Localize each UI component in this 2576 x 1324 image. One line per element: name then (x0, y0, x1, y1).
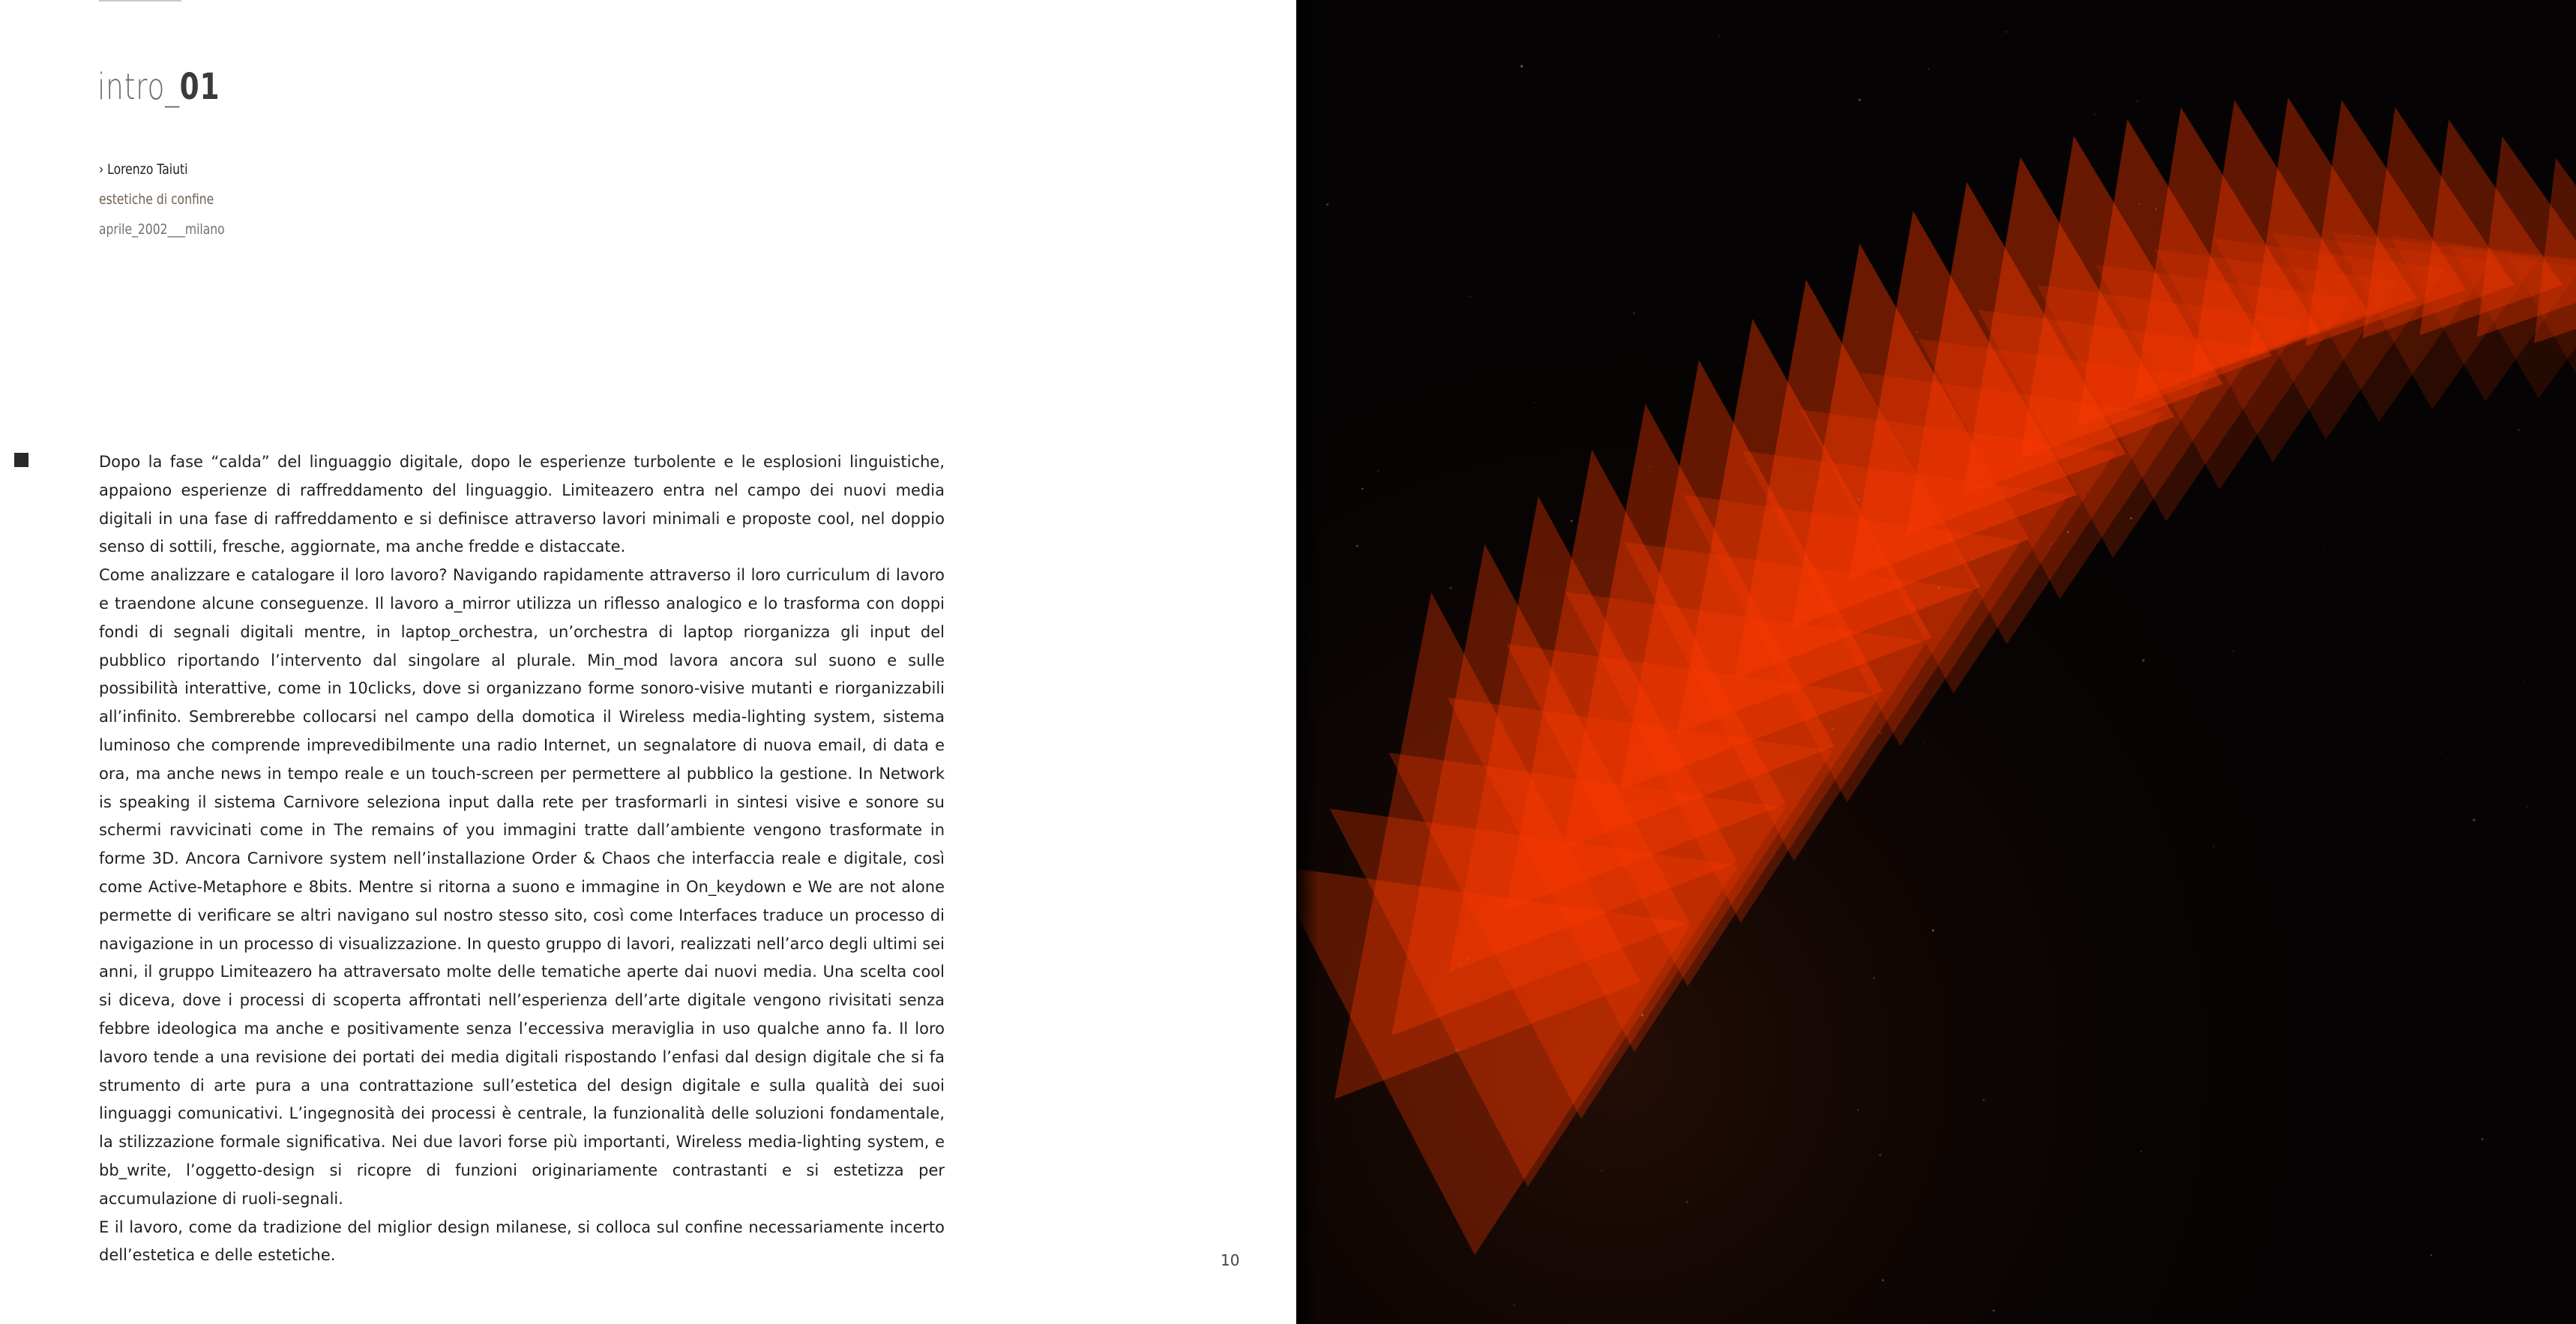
star-dot (2358, 235, 2359, 237)
star-dot (1923, 742, 1924, 743)
gutter-shadow (1296, 0, 1319, 1324)
star-dot (1531, 870, 1532, 871)
star-dot (2527, 806, 2528, 807)
star-dot (1928, 68, 1929, 70)
star-dot (1571, 520, 1573, 523)
star-dot (1719, 36, 1720, 37)
star-dot (1520, 65, 1523, 67)
star-dot (2130, 517, 2132, 520)
star-dot (1858, 499, 1860, 501)
paragraph-3: E il lavoro, come da tradizione del miglior design milanese, si colloca sul confine necessariamente incerto dell’estetica e delle estetiche. (99, 1218, 945, 1265)
star-dot (1879, 732, 1881, 734)
star-dot (2045, 583, 2046, 584)
heading-number: 01 (179, 66, 220, 108)
author-name: › Lorenzo Taiuti (99, 161, 188, 178)
star-dot (1863, 670, 1864, 671)
body-text (99, 448, 945, 1270)
star-dot (2308, 181, 2309, 182)
star-dot (1982, 369, 1984, 370)
top-rule (99, 0, 181, 1)
article-subtitle: estetiche di confine (99, 191, 214, 208)
orange-triangles-artwork (1296, 0, 2576, 1324)
star-dot (2155, 208, 2158, 211)
star-dot (1874, 978, 1875, 979)
article-meta (99, 154, 225, 244)
star-dot (1814, 295, 1815, 296)
star-dot (2233, 651, 2234, 652)
star-dot (1746, 463, 1747, 464)
star-dot (2431, 1254, 2432, 1256)
paragraph-2: Come analizzare e catalogare il loro lavoro? Navigando rapidamente attraverso il loro curriculum di lavoro e traendone alcune conseguenze. Il lavoro a_mirror utilizza un riflesso analogico e lo trasforma con doppi fondi di segnali digitali mentre, in laptop_orchestra, un’orchestra di laptop riorganizza gli input del pubblico riportando l’intervento dal singolare al plurale. Min_mod lavora ancora sul suono e sulle possibilità interattive, come in 10clicks, dove si organizzano forme sonoro-visive mutanti e riorganizzabili all’infinito. Sembrerebbe collocarsi nel campo della domotica il Wireless media-lighting system, sistema luminoso che comprende imprevedibilmente una radio Internet, un segnalatore di nuova email, di data e ora, ma anche news in tempo reale e un touch-screen per permettere al pubblico la gestione. In Network is speaking il sistema Carnivore seleziona input dalla rete per trasformarli in sintesi visive e sonore su schermi ravvicinati come in The remains of you immagini tratte dall’ambiente vengono trasformate in forme 3D. Ancora Carnivore system nell’installazione Order & Chaos che interfaccia reale e digitale, così come Active-Metaphore e 8bits. Mentre si ritorna a suono e immagine in On_keydown e We are not alone permette di verificare se altri navigano sul nostro stesso sito, così come Interfaces traduce un processo di navigazione in un processo di visualizzazione. In questo gruppo di lavori, realizzati nell’arco degli ultimi sei anni, il gruppo Limiteazero ha attraversato molte delle tematiche aperte dai nuovi media. Una scelta cool si diceva, dove i processi di scoperta affrontati nell’esperienza dell’arte digitale vengono rivisitati senza febbre ideologica ma anche e positivamente senza l’eccessiva meraviglia in uso qualche anno fa. Il loro lavoro tende a una revisione dei portati dei media digitali rispostando l’enfasi dal design digitale che si fa strumento di arte pura a una contrattazione sull’estetica del design digitale e sulla qualità dei suoi linguaggi comunicativi. L’ingegnosità dei processi è centrale, la funzionalità delle soluzioni fondamentale, la stilizzazione formale significativa. Nei due lavori forse più importanti, Wireless media-lighting system, e bb_write, l’oggetto-design si ricopre di funzioni originariamente contrastanti e si estetizza per accumulazione di ruoli-segnali. (99, 566, 945, 1208)
star-dot (2473, 819, 2475, 821)
star-dot (1938, 586, 1940, 589)
star-dot (2142, 659, 2144, 661)
star-dot (1534, 402, 1535, 403)
star-dot (1996, 437, 1997, 439)
star-dot (1993, 1310, 1995, 1312)
star-dot (1932, 930, 1934, 932)
star-dot (1469, 295, 1471, 297)
star-dot (1859, 98, 1862, 101)
star-dot (1361, 488, 1363, 490)
star-dot (1686, 1201, 1688, 1203)
star-dot (1514, 1304, 1515, 1305)
star-dot (1356, 545, 1358, 547)
star-dot (1857, 1110, 1859, 1111)
star-dot (1916, 331, 1917, 333)
page-number: 10 (1221, 1251, 1240, 1269)
star-dot (1326, 203, 1328, 205)
heading-prefix: intro_ (97, 66, 180, 108)
paragraph-1: Dopo la fase “calda” del linguaggio digitale, dopo le esperienze turbolente e le esplosioni linguistiche, appaiono esperienze di raffreddamento del linguaggio. Limiteazero entra nel campo dei nuovi media digitali in una fase di raffreddamento e si definisce attraverso lavori minimali e proposte cool, nel doppio senso di sottili, fresche, aggiornate, ma anche fredde e distaccate. (99, 453, 945, 556)
square-marker-icon (14, 453, 28, 467)
star-dot (1907, 549, 1908, 550)
star-dot (1832, 727, 1834, 729)
star-dot (2005, 31, 2007, 33)
star-dot (2482, 1138, 2484, 1140)
star-dot (2094, 113, 2095, 115)
right-page-artwork (1296, 0, 2576, 1324)
star-dot (1880, 1154, 1882, 1156)
star-dot (2213, 846, 2215, 847)
star-dot (2137, 100, 2138, 102)
section-heading (97, 66, 220, 108)
star-dot (1394, 1166, 1395, 1167)
star-dot (2518, 430, 2519, 431)
star-dot (1633, 313, 1635, 315)
star-dot (1458, 963, 1460, 966)
star-dot (1466, 957, 1469, 960)
star-dot (2140, 1151, 2142, 1152)
star-dot (1641, 1014, 1643, 1016)
star-dot (1449, 587, 1452, 590)
star-dot (1601, 1170, 1602, 1171)
star-dot (1882, 1279, 1884, 1281)
star-dot (1552, 698, 1553, 699)
star-dot (1378, 470, 1379, 472)
star-dot (2050, 544, 2051, 545)
star-dot (1455, 1049, 1457, 1051)
star-dot (2067, 531, 2069, 533)
date-place: aprile_2002___milano (99, 221, 225, 238)
star-dot (1649, 774, 1651, 776)
star-dot (1982, 1098, 1984, 1101)
star-dot (1649, 466, 1650, 468)
star-dot (2440, 752, 2441, 753)
star-dot (2138, 203, 2140, 205)
